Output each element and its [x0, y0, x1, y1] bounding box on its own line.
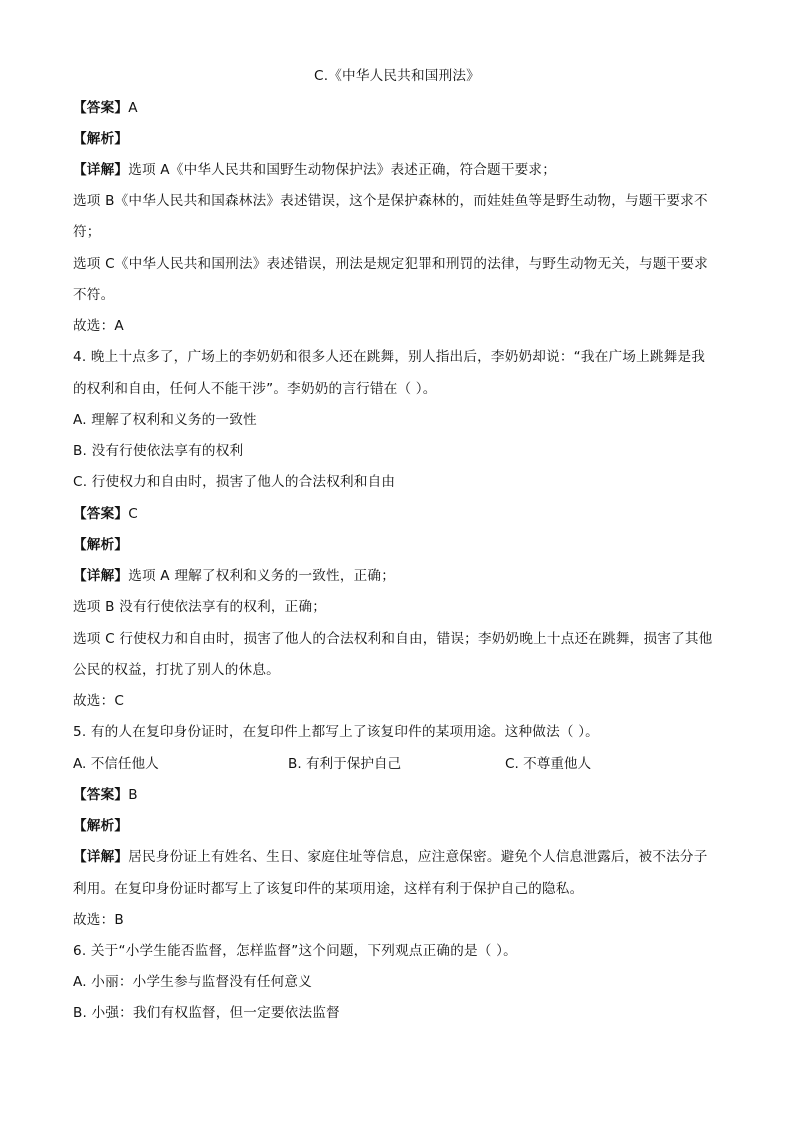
detail-line — [73, 160, 733, 180]
option-a: A. 不信任他人 — [73, 756, 159, 772]
text-line: 公民的权益，打扰了别人的休息。 — [73, 662, 280, 678]
option-c: C. 行使权力和自由时，损害了他人的合法权利和自由 — [73, 474, 396, 490]
text-line: 符； — [73, 224, 101, 240]
answer-line — [73, 785, 733, 805]
analysis-tag — [73, 816, 733, 836]
question-6: 6. 关于“小学生能否监督，怎样监督”这个问题，下列观点正确的是（ ）。 — [73, 943, 517, 959]
answer-value: A — [128, 100, 138, 116]
detail-text: 选项 A 理解了权利和义务的一致性，正确； — [128, 568, 396, 584]
text-line: 利用。在复印身份证时都写上了该复印件的某项用途，这样有利于保护自己的隐私。 — [73, 881, 584, 897]
question-4-cont: 的权利和自由，任何人不能干涉”。李奶奶的言行错在（ ）。 — [73, 381, 437, 397]
options-row — [73, 754, 733, 774]
analysis-label: 【解析】 — [73, 537, 129, 553]
analysis-tag — [73, 535, 733, 555]
analysis-label: 【解析】 — [73, 818, 129, 834]
answer-line — [73, 98, 733, 118]
option-b: B. 没有行使依法享有的权利 — [73, 443, 244, 459]
option-c: C. 不尊重他人 — [505, 756, 592, 772]
option-b: B. 有利于保护自己 — [288, 756, 402, 772]
question-5: 5. 有的人在复印身份证时，在复印件上都写上了该复印件的某项用途。这种做法（ ）。 — [73, 724, 599, 740]
option-b: B. 小强：我们有权监督，但一定要依法监督 — [73, 1005, 340, 1021]
text-line: 选项 C 行使权力和自由时，损害了他人的合法权利和自由，错误；李奶奶晚上十点还在跳舞，损害了其他 — [73, 631, 713, 647]
choice-line: 故选：B — [73, 912, 124, 928]
answer-tag: 【答案】 — [73, 100, 129, 116]
choice-line: 故选：C — [73, 693, 125, 709]
text-line: 选项 B 没有行使依法享有的权利，正确； — [73, 599, 327, 615]
detail-text: 居民身份证上有姓名、生日、家庭住址等信息，应注意保密。避免个人信息泄露后，被不法分子 — [128, 849, 708, 865]
option-a: A. 理解了权利和义务的一致性 — [73, 412, 257, 428]
answer-value: B — [128, 787, 138, 803]
choice-line: 故选：A — [73, 318, 124, 334]
option-a: A. 小丽：小学生参与监督没有任何意义 — [73, 974, 313, 990]
answer-tag: 【答案】 — [73, 787, 129, 803]
text-line: 选项 C《中华人民共和国刑法》表述错误，刑法是规定犯罪和刑罚的法律，与野生动物无关，与题干要求 — [73, 256, 708, 272]
analysis-tag — [73, 129, 733, 149]
question-4: 4. 晚上十点多了，广场上的李奶奶和很多人还在跳舞，别人指出后，李奶奶却说：“我在广场上跳舞是我 — [73, 349, 706, 365]
detail-text: 选项 A《中华人民共和国野生动物保护法》表述正确，符合题干要求； — [128, 162, 557, 178]
answer-value: C — [128, 506, 138, 522]
analysis-label: 【解析】 — [73, 131, 129, 147]
answer-line — [73, 504, 733, 524]
text-line: 选项 B《中华人民共和国森林法》表述错误，这个是保护森林的，而娃娃鱼等是野生动物，与题干要求不 — [73, 193, 708, 209]
detail-line — [73, 566, 733, 586]
detail-tag: 【详解】 — [73, 162, 129, 178]
text-line: 不符。 — [73, 287, 115, 303]
detail-line — [73, 847, 733, 867]
detail-tag: 【详解】 — [73, 568, 129, 584]
detail-tag: 【详解】 — [73, 849, 129, 865]
answer-tag: 【答案】 — [73, 506, 129, 522]
option-c-title: C.《中华人民共和国刑法》 — [314, 68, 480, 84]
